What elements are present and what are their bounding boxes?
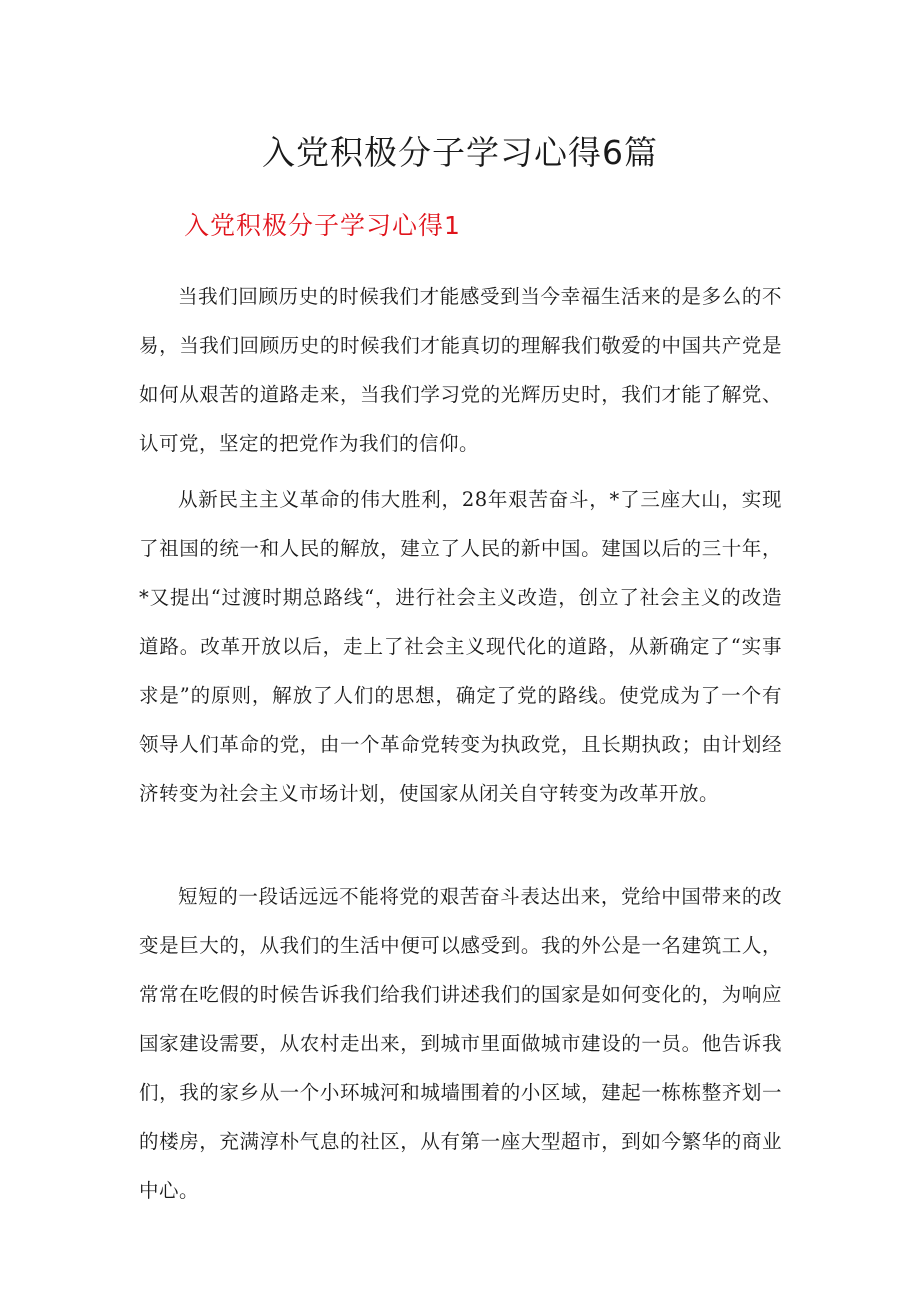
section-title: 入党积极分子学习心得1: [184, 211, 461, 240]
paragraph-2: 从新民主主义革命的伟大胜利，28年艰苦奋斗，*了三座大山，实现了祖国的统一和人民的解放，建立了人民的新中国。建国以后的三十年，*又提出“过渡时期总路线“，进行社会主义改造，创立了社会主义的改造道路。改革开放以后，走上了社会主义现代化的道路，从新确定了“实事求是”的原则，解放了人们的思想，确定了党的路线。使党成为了一个有领导人们革命的党，由一个革命党转变为执政党，且长期执政；由计划经济转变为社会主义市场计划，使国家从闭关自守转变为改革开放。: [139, 488, 782, 805]
document-title: 入党积极分子学习心得6篇: [262, 133, 658, 172]
paragraph-3: 短短的一段话远远不能将党的艰苦奋斗表达出来，党给中国带来的改变是巨大的，从我们的生活中便可以感受到。我的外公是一名建筑工人，常常在吃假的时候告诉我们给我们讲述我们的国家是如何变化的，为响应国家建设需要，从农村走出来，到城市里面做城市建设的一员。他告诉我们，我的家乡从一个小环城河和城墙围着的小区域，建起一栋栋整齐划一的楼房，充满淳朴气息的社区，从有第一座大型超市，到如今繁华的商业中心。: [139, 885, 782, 1202]
paragraph-1: 当我们回顾历史的时候我们才能感受到当今幸福生活来的是多么的不易，当我们回顾历史的时候我们才能真切的理解我们敬爱的中国共产党是如何从艰苦的道路走来，当我们学习党的光辉历史时，我们才能了解党、认可党，坚定的把党作为我们的信仰。: [139, 285, 782, 455]
